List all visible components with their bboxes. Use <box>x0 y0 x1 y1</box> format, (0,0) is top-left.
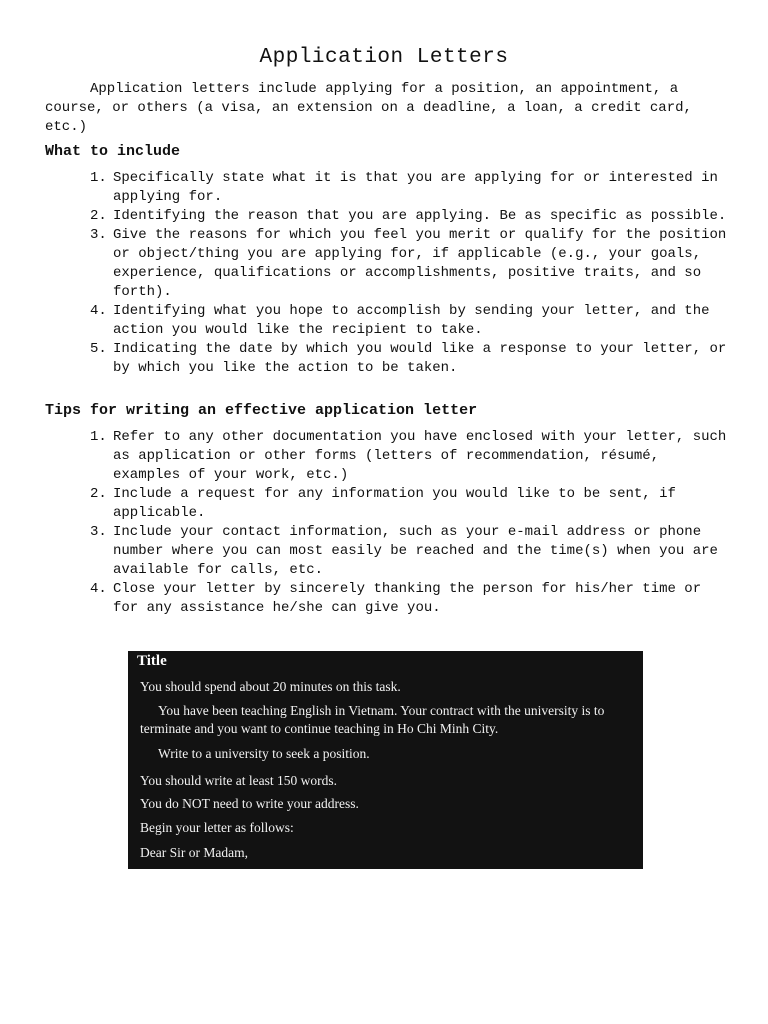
list-item-text: Indicating the date by which you would like a response to your letter, or by which you like the action to be taken. <box>113 341 727 376</box>
page-title: Application Letters <box>259 46 509 69</box>
list-item-text: Include your contact information, such as your e-mail address or phone number where you can most easily be reached and the time(s) when you are available for calls, etc. <box>113 524 718 578</box>
what-to-include-list <box>90 169 730 378</box>
list-item-text: Include a request for any information you would like to be sent, if applicable. <box>113 486 676 521</box>
list-item <box>90 302 730 340</box>
list-item-text: Identifying the reason that you are applying. Be as specific as possible. <box>113 208 727 224</box>
task-time-instruction: You should spend about 20 minutes on this task. <box>140 679 401 694</box>
list-item-number: 2. <box>90 208 107 224</box>
list-item <box>90 428 730 485</box>
list-item-number: 5. <box>90 341 107 357</box>
task-word-count: You should write at least 150 words. <box>140 773 337 788</box>
list-item-text: Close your letter by sincerely thanking the person for his/her time or for any assistance he/she can give you. <box>113 581 702 616</box>
list-item <box>90 580 730 618</box>
task-begin-instruction: Begin your letter as follows: <box>140 820 294 835</box>
list-item <box>90 485 730 523</box>
list-item-number: 1. <box>90 170 107 186</box>
list-item-number: 3. <box>90 524 107 540</box>
task-salutation: Dear Sir or Madam, <box>140 845 248 860</box>
list-item-number: 4. <box>90 303 107 319</box>
task-title: Title <box>137 653 167 669</box>
list-item <box>90 226 730 302</box>
list-item <box>90 340 730 378</box>
writing-task-box <box>128 651 643 869</box>
section-heading-what-to-include: What to include <box>45 143 181 160</box>
list-item-number: 4. <box>90 581 107 597</box>
tips-list <box>90 428 730 618</box>
task-scenario: You have been teaching English in Vietnam. Your contract with the university is to terminate and you want to continue teaching in Ho Chi Minh City. <box>140 703 605 736</box>
section-heading-tips: Tips for writing an effective application letter <box>45 402 478 419</box>
list-item-number: 3. <box>90 227 107 243</box>
list-item <box>90 169 730 207</box>
list-item-number: 2. <box>90 486 107 502</box>
list-item-text: Give the reasons for which you feel you merit or qualify for the position or object/thing you are applying for, if applicable (e.g., your goals, experience, qualifications or accomplishments, positive traits, and so forth). <box>113 227 727 300</box>
intro-paragraph: Application letters include applying for a position, an appointment, a course, or others (a visa, an extension on a deadline, a loan, a credit card, etc.) <box>45 81 692 135</box>
list-item <box>90 207 730 226</box>
list-item-number: 1. <box>90 429 107 445</box>
task-prompt: Write to a university to seek a position. <box>158 746 370 761</box>
list-item-text: Specifically state what it is that you are applying for or interested in applying for. <box>113 170 718 205</box>
list-item-text: Identifying what you hope to accomplish by sending your letter, and the action you would like the recipient to take. <box>113 303 710 338</box>
list-item <box>90 523 730 580</box>
list-item-text: Refer to any other documentation you have enclosed with your letter, such as application or other forms (letters of recommendation, résumé, examples of your work, etc.) <box>113 429 727 483</box>
task-address-note: You do NOT need to write your address. <box>140 796 359 811</box>
